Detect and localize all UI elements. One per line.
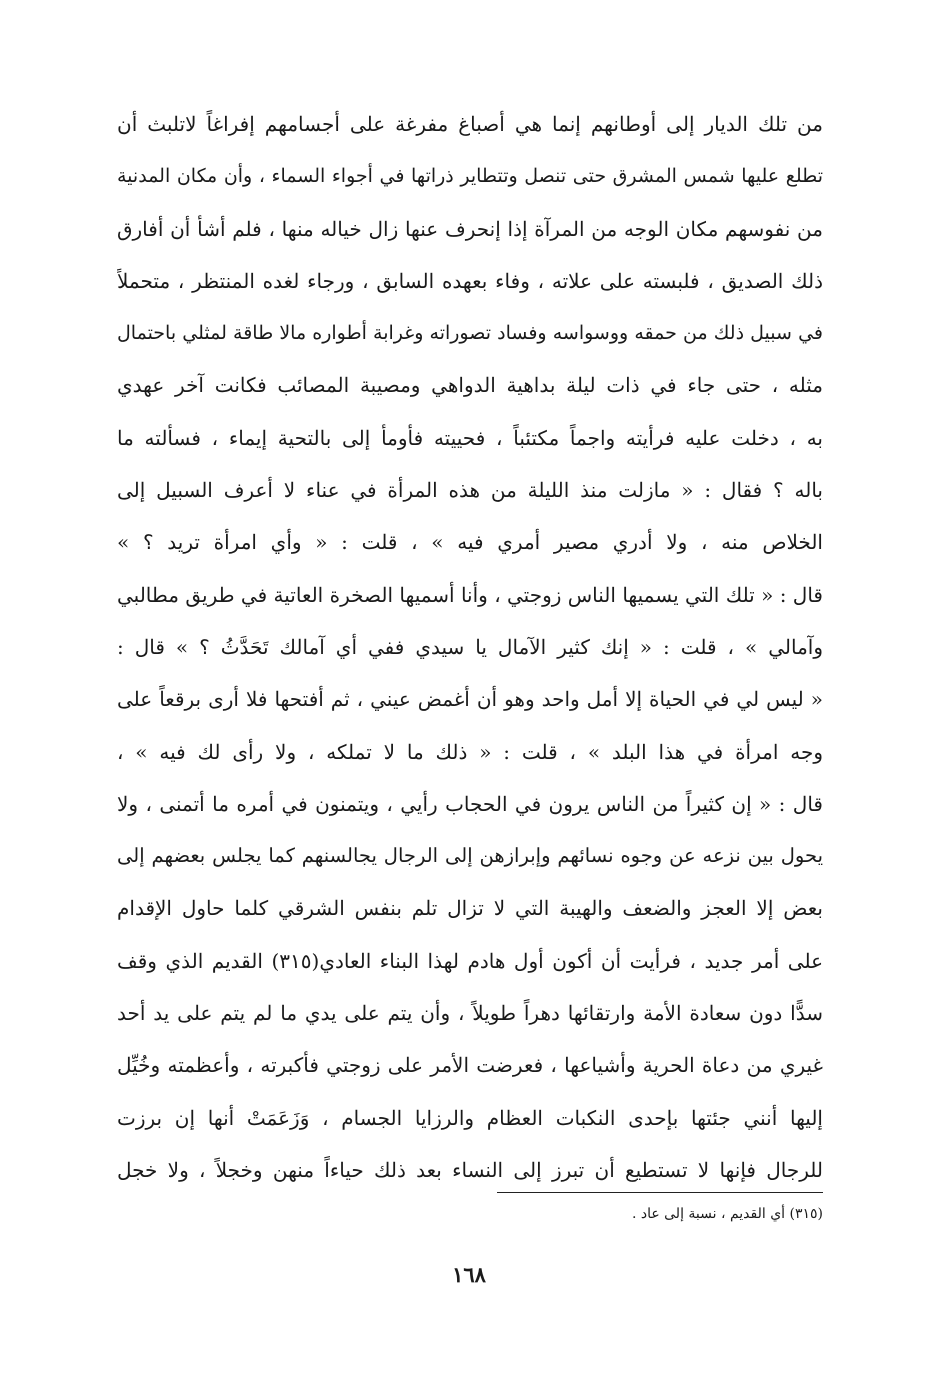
text-line: باله ؟ فقال : « مازلت منذ الليلة من هذه المرأة في عناء لا أعرف السبيل إلى [117,478,823,503]
text-line: مثله ، حتى جاء في ذات ليلة بداهية الدواهي ومصيبة المصائب فكانت آخر عهدي [117,373,823,398]
text-line: وآمالي » ، قلت : « إنك كثير الآمال يا سيدي ففي أي آمالك تَحَدَّثُ ؟ » قال : [117,634,823,659]
footnote-divider [497,1192,823,1193]
text-line: إليها أنني جئتها بإحدى النكبات العظام والرزايا الجسام ، وَزَعَمَتْ أنها إن برزت [117,1105,823,1130]
text-line: الخلاص منه ، ولا أدري مصير أمري فيه » ، قلت : « وأي امرأة تريد ؟ » [117,530,823,555]
text-line: به ، دخلت عليه فرأيته واجماً مكتئباً ، فحييته فأومأ إلى بالتحية إيماء ، فسألته ما [117,425,823,450]
footnote: (٣١٥) أي القديم ، نسبة إلى عاد . [631,1206,823,1222]
text-line: ذلك الصديق ، فلبسته على علاته ، وفاء بعهده السابق ، ورجاء لغده المنتظر ، متحملاً [117,268,823,293]
text-line: في سبيل ذلك من حمقه ووسواسه وفساد تصوراته وغرابة أطواره مالا طاقة لمثلي باحتمال [117,322,823,345]
text-line: من تلك الديار إلى أوطانهم إنما هي أصباغ مفرغة على أجسامهم إفراغاً لاتلبث أن [117,112,823,136]
text-line: وجه امرأة في هذا البلد » ، قلت : « ذلك ما لا تملكه ، ولا رأى لك فيه » ، [117,739,823,764]
text-line: قال : « تلك التي يسميها الناس زوجتي ، وأنا أسميها الصخرة العاتية في طريق مطالبي [117,582,823,607]
text-line: يحول بين نزعه عن وجوه نسائهم وإبرازهن إلى الرجال يجالسنهم كما يجلس بعضهم إلى [117,844,823,868]
text-line: غيري من دعاة الحرية وأشياعها ، فعرضت الأمر على زوجتي فأكبرته ، وأعظمته وخُيِّل [117,1053,823,1078]
text-line: « ليس لي في الحياة إلا أمل واحد وهو أن أغمض عيني ، ثم أفتحها فلا أرى برقعاً على [117,687,823,712]
text-line: سدًّا دون سعادة الأمة وارتقائها دهراً طويلاً ، وأن يتم على يدي ما لم يتم على يد أحد [117,1001,823,1026]
text-line: قال : « إن كثيراً من الناس يرون في الحجاب رأيي ، ويتمنون في أمره ما أتمنى ، ولا [117,791,823,816]
text-line: على أمر جديد ، فرأيت أن أكون أول هادم لهذا البناء العادي(٣١٥) القديم الذي وقف [117,948,823,973]
body-text [117,98,823,1196]
page-number: ١٦٨ [452,1262,486,1287]
text-line: من نفوسهم مكان الوجه من المرآة إذا إنحرف عنها زال خياله منها ، فلم أشأ أن أفارق [117,216,823,241]
text-line: تطلع عليها شمس المشرق حتى تنصل وتتطاير ذراتها في أجواء السماء ، وأن مكان المدنية [117,165,823,188]
text-line: بعض إلا العجز والضعف والهيبة التي لا تزال تلم بنفس الشرقي كلما حاول الإقدام [117,896,823,921]
text-line: للرجال فإنها لا تستطيع أن تبرز إلى النساء بعد ذلك حياءاً منهن وخجلاً ، ولا خجل [117,1157,823,1182]
